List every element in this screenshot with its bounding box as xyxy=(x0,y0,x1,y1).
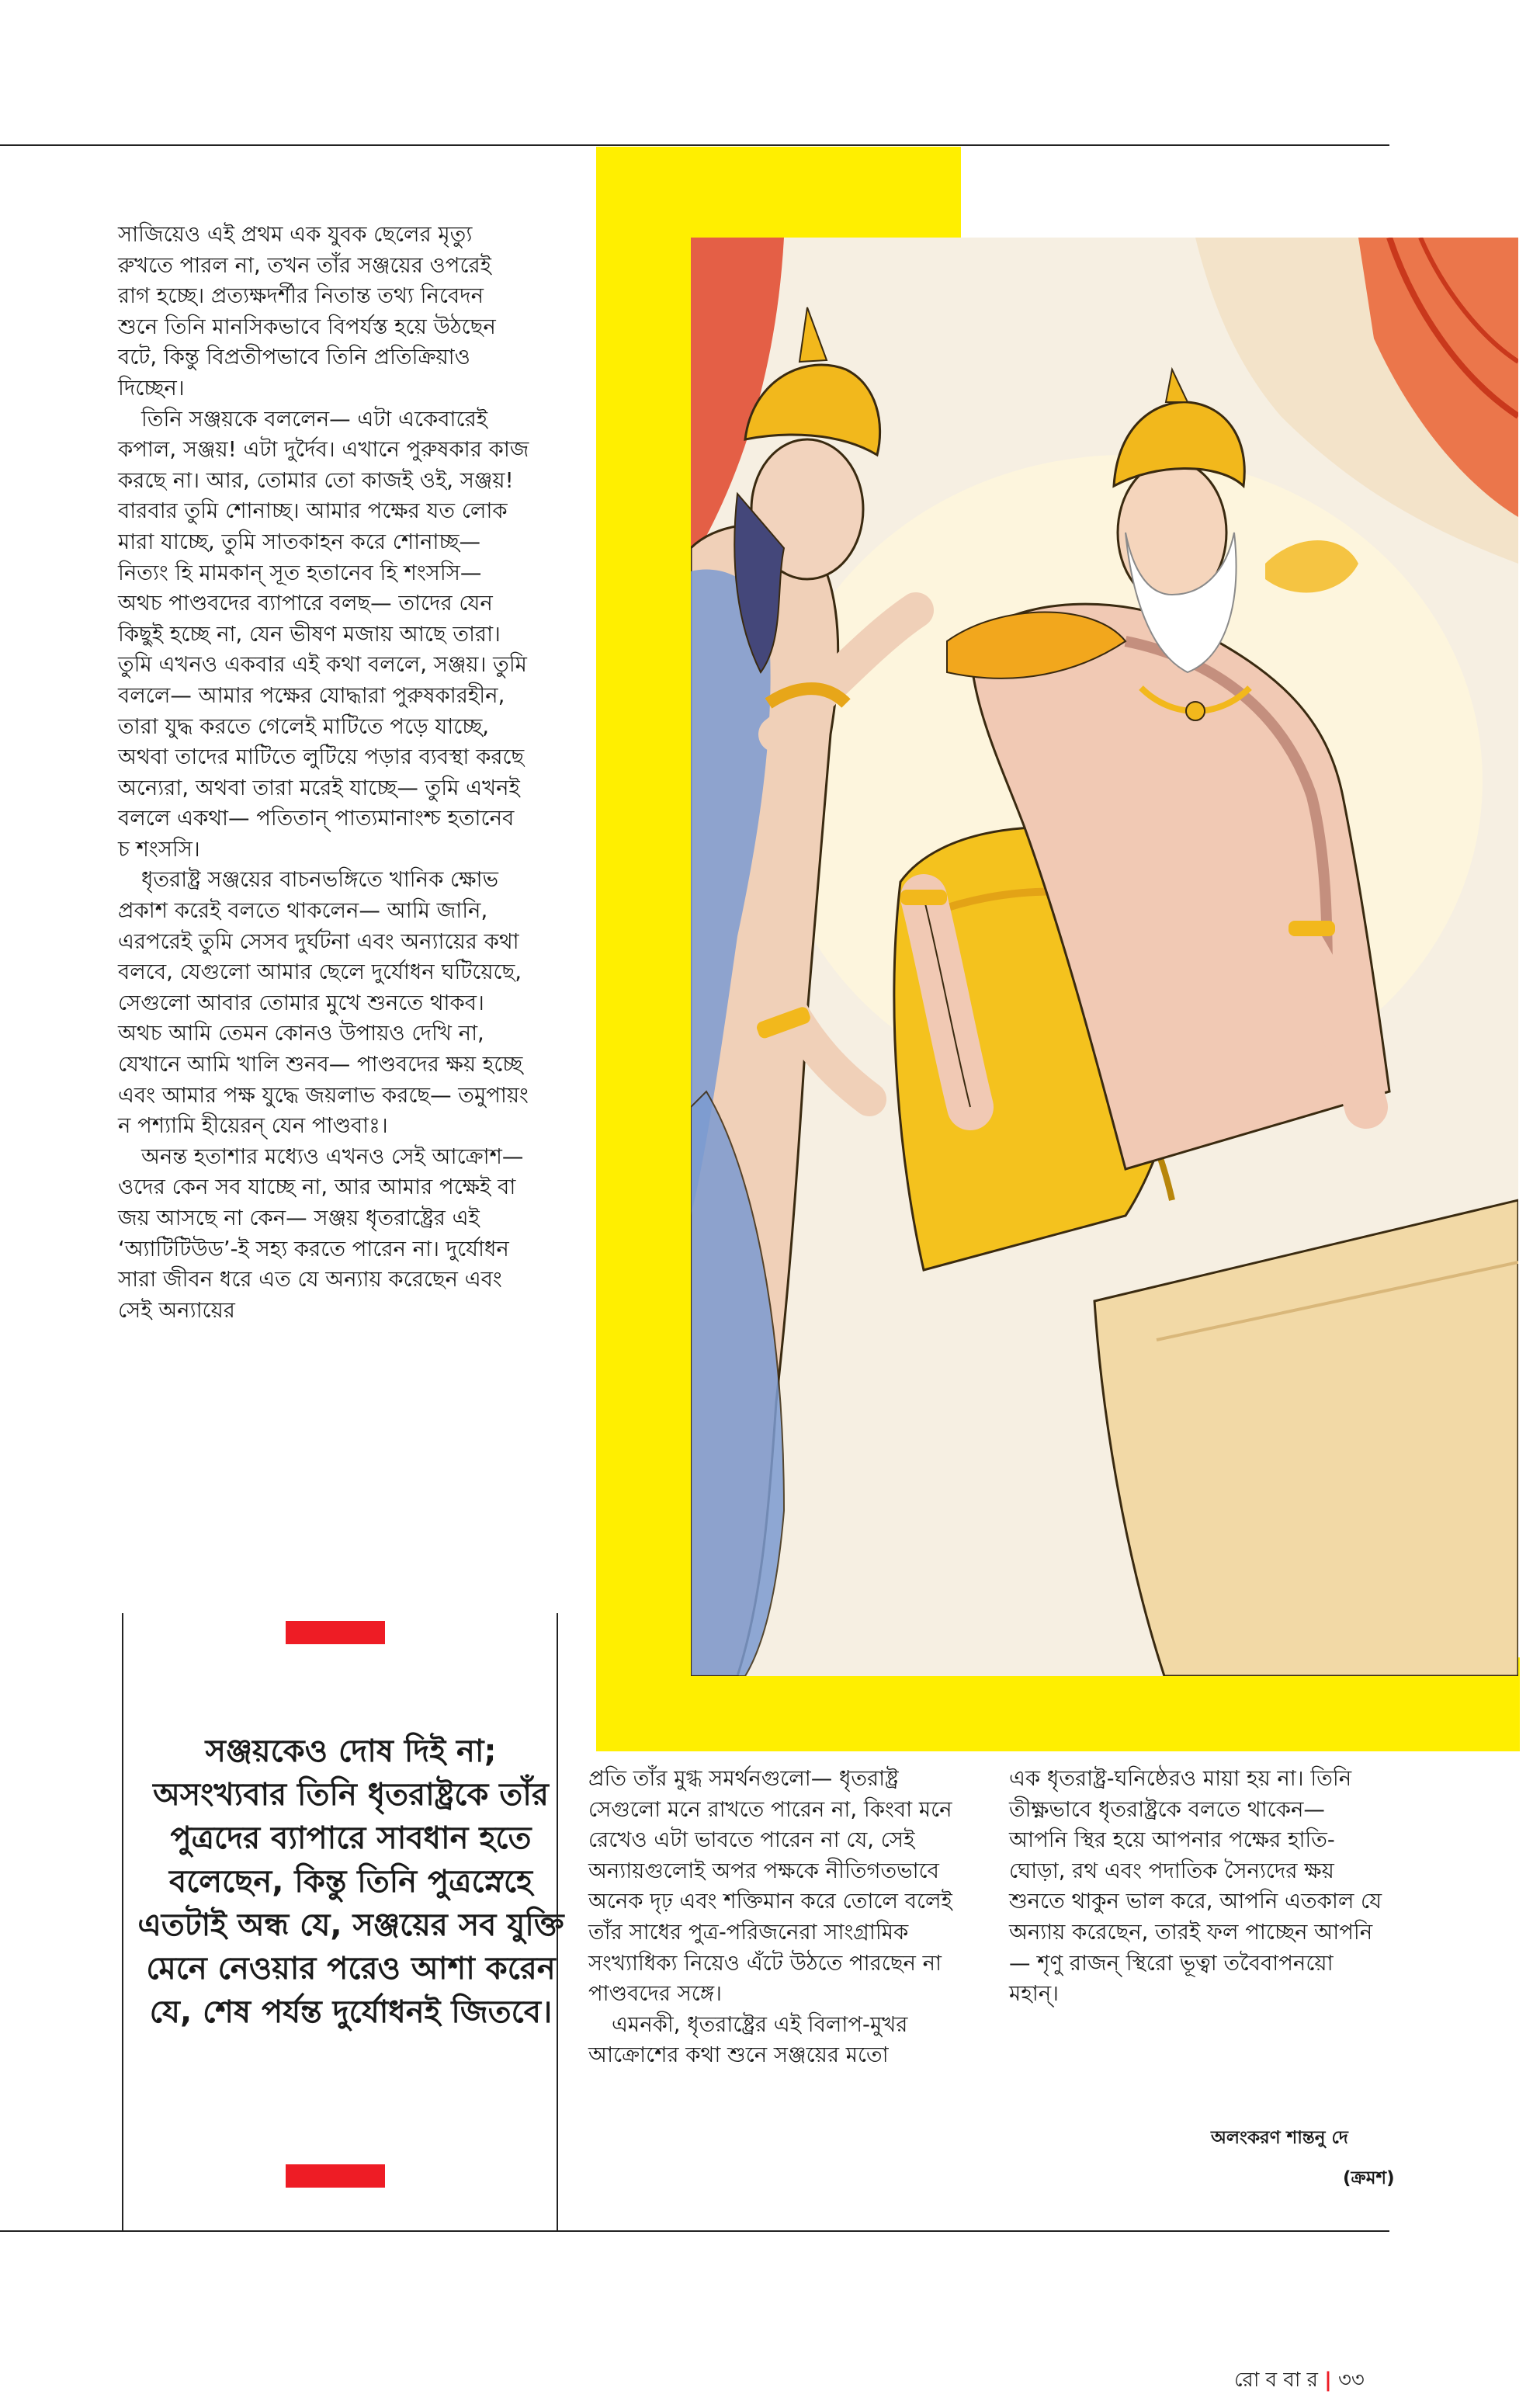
paragraph: এমনকী, ধৃতরাষ্ট্রের এই বিলাপ-মুখর আক্রোশের কথা শুনে সঞ্জয়ের মতো xyxy=(588,2011,908,2068)
page-footer xyxy=(1234,2364,1365,2398)
magazine-name: রো ব বা র xyxy=(1234,2369,1318,2392)
paragraph: প্রতি তাঁর মুগ্ধ সমর্থনগুলো— ধৃতরাষ্ট্র সেগুলো মনে রাখতে পারেন না, কিংবা মনে রেখেও এটা ভাবতে পারেন না যে, সেই অন্যায়গুলোই অপর পক্ষকে নীতিগতভাবে অনেক দৃঢ় এবং শক্তিমান করে তোলে বলেই তাঁর সাধের পুত্র-পরিজনেরা সাংগ্রামিক সংখ্যাধিক্য নিয়েও এঁটে উঠতে পারছেন না পাণ্ডবদের সঙ্গে। xyxy=(588,1766,952,2007)
yellow-block-left xyxy=(596,238,691,1751)
page-number: ৩৩ xyxy=(1338,2369,1365,2392)
paragraph: ধৃতরাষ্ট্র সঞ্জয়ের বাচনভঙ্গিতে খানিক ক্ষোভ প্রকাশ করেই বলতে থাকলেন— আমি জানি, এরপরেই তুমি সেসব দুর্ঘটনা এবং অন্যায়ের কথা বলবে, যেগুলো আমার ছেলে দুর্যোধন ঘটিয়েছে, সেগুলো আবার তোমার মুখে শুনতে থাকব। অথচ আমি তেমন কোনও উপায়ও দেখি না, যেখানে আমি খালি শুনব— পাণ্ডবদের ক্ষয় হচ্ছে এবং আমার পক্ষ যুদ্ধে জয়লাভ করছে— তমুপায়ং ন পশ্যামি হীয়েরন্ যেন পাণ্ডবাঃ। xyxy=(118,867,529,1139)
pullquote-left-rule xyxy=(122,1613,123,2230)
pullquote-top-bar xyxy=(286,1621,385,1644)
pullquote: সঞ্জয়কেও দোষ দিই না; অসংখ্যবার তিনি ধৃতরাষ্ট্রকে তাঁর পুত্রদের ব্যাপারে সাবধান হতে বলেছেন, কিন্তু তিনি পুত্রস্নেহে এতটাই অন্ধ যে, সঞ্জয়ের সব যুক্তি মেনে নেওয়ার পরেও আশা করেন যে, শেষ পর্যন্ত দুর্যোধনই জিতবে। xyxy=(137,1733,564,2030)
footer-separator: | xyxy=(1324,2369,1332,2392)
article-column-1 xyxy=(118,220,529,1326)
yellow-block-top xyxy=(596,147,961,238)
paragraph: এক ধৃতরাষ্ট্র-ঘনিষ্ঠেরও মায়া হয় না। তিনি তীক্ষ্ণভাবে ধৃতরাষ্ট্রকে বলতে থাকেন— আপনি স্থির হয়ে আপনার পক্ষের হাতি-ঘোড়া, রথ এবং পদাতিক সৈন্যদের ক্ষয় শুনতে থাকুন ভাল করে, আপনি এতকাল যে অন্যায় করেছেন, তারই ফল পাচ্ছেন আপনি— শৃণু রাজন্ স্থিরো ভূত্বা তবৈবাপনয়ো মহান্। xyxy=(1009,1766,1382,2007)
continued-label: (ক্রমশ) xyxy=(1343,2168,1395,2188)
paragraph: অনন্ত হতাশার মধ্যেও এখনও সেই আক্রোশ— ওদের কেন সব যাচ্ছে না, আর আমার পক্ষেই বা জয় আসছে না কেন— সঞ্জয় ধৃতরাষ্ট্রের এই ‘অ্যাটিটিউড’-ই সহ্য করতে পারেন না। দুর্যোধন সারা জীবন ধরে এত যে অন্যায় করেছেন এবং সেই অন্যায়ের xyxy=(118,1143,524,1323)
article-column-2 xyxy=(588,1764,976,2071)
illustration xyxy=(691,238,1518,1676)
top-rule xyxy=(0,144,1389,146)
paragraph: তিনি সঞ্জয়কে বললেন— এটা একেবারেই কপাল, সঞ্জয়! এটা দুর্দৈব। এখানে পুরুষকার কাজ করছে না। আর, তোমার তো কাজই ওই, সঞ্জয়! বারবার তুমি শোনাচ্ছ। আমার পক্ষের যত লোক মারা যাচ্ছে, তুমি সাতকাহন করে শোনাচ্ছ— নিত্যং হি মামকান্ সূত হতানেব হি শংসসি— অথচ পাণ্ডবদের ব্যাপারে বলছ— তাদের যেন কিছুই হচ্ছে না, যেন ভীষণ মজায় আছে তারা। তুমি এখনও একবার এই কথা বললে, সঞ্জয়। তুমি বললে— আমার পক্ষের যোদ্ধারা পুরুষকারহীন, তারা যুদ্ধ করতে গেলেই মাটিতে পড়ে যাচ্ছে, অথবা তাদের মাটিতে লুটিয়ে পড়ার ব্যবস্থা করছে অন্যেরা, অথবা তারা মরেই যাচ্ছে— তুমি এখনই বললে একথা— পতিতান্ পাত্যমানাংশ্চ হতানেব চ শংসসি। xyxy=(118,406,529,862)
bottom-rule xyxy=(0,2230,1389,2232)
illustration-credit: অলংকরণ শান্তনু দে xyxy=(1211,2128,1348,2148)
article-column-3 xyxy=(1009,1764,1389,2010)
illustration-sanjaya-dhritarashtra xyxy=(691,238,1518,1676)
paragraph: সাজিয়েও এই প্রথম এক যুবক ছেলের মৃত্যু রুখতে পারল না, তখন তাঁর সঞ্জয়ের ওপরেই রাগ হচ্ছে। প্রত্যক্ষদর্শীর নিতান্ত তথ্য নিবেদন শুনে তিনি মানসিকভাবে বিপর্যস্ত হয়ে উঠছেন বটে, কিন্তু বিপ্রতীপভাবে তিনি প্রতিক্রিয়াও দিচ্ছেন। xyxy=(118,222,496,401)
pullquote-bottom-bar xyxy=(286,2164,385,2188)
